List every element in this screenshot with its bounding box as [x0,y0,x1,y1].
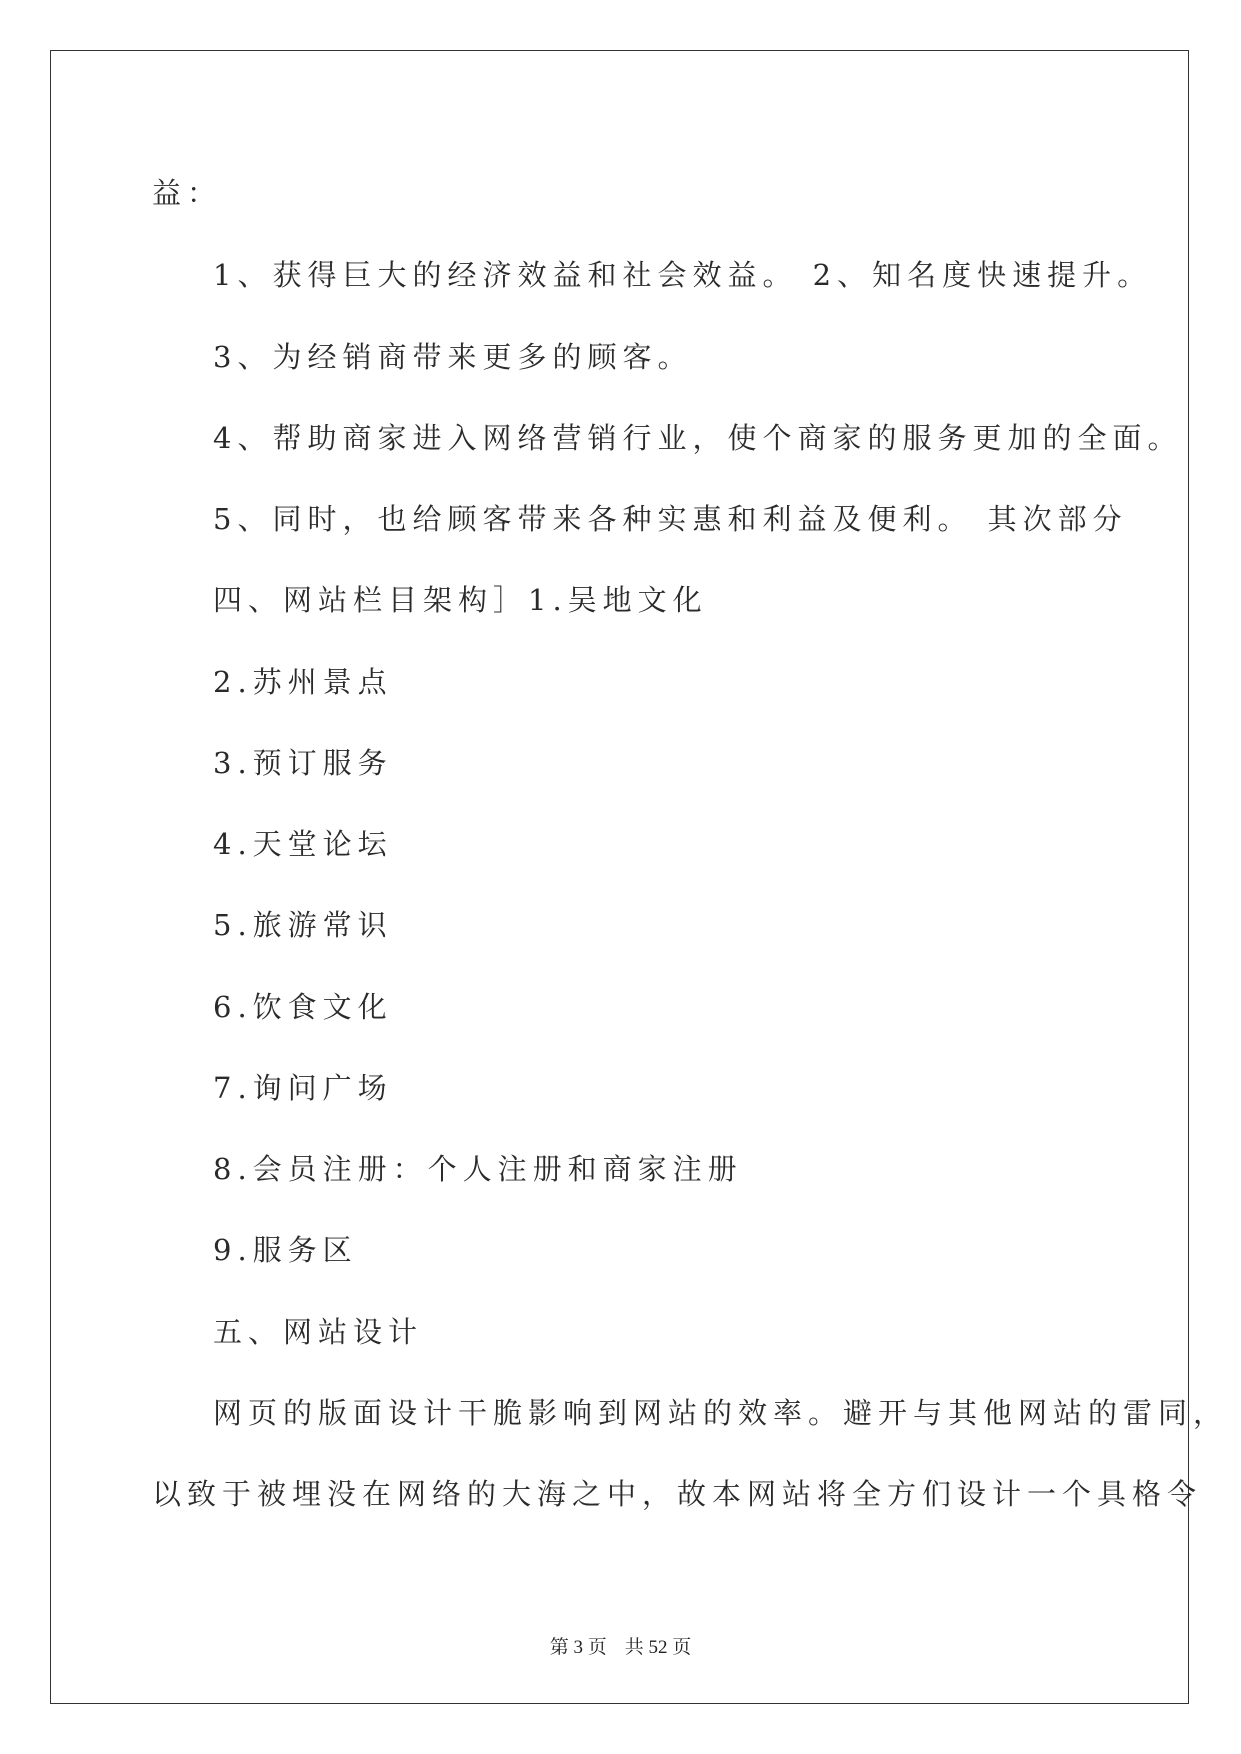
paragraph-line-1: 网页的版面设计干脆影响到网站的效率。避开与其他网站的雷同， [213,1396,1229,1430]
column-item-6: 6.饮食文化 [213,990,393,1024]
page-footer [0,1632,1241,1659]
page-number: 第 3 页 [549,1637,607,1658]
column-item-7: 7.询问广场 [213,1071,393,1105]
text-line-continuation: 益： [152,176,223,210]
page-total: 共 52 页 [624,1637,692,1658]
paragraph-line-2: 以致于被埋没在网络的大海之中，故本网站将全方们设计一个具格令 [152,1477,1203,1511]
benefit-item-1-2: 1、获得巨大的经济效益和社会效益。 2、知名度快速提升。 [213,258,1153,292]
page-border [50,50,1189,1704]
benefit-item-5: 5、同时，也给顾客带来各种实惠和利益及便利。 其次部分 [213,502,1128,536]
column-item-3: 3.预订服务 [213,746,393,780]
column-item-2: 2.苏州景点 [213,665,393,699]
column-item-9: 9.服务区 [213,1233,358,1267]
benefit-item-4: 4、帮助商家进入网络营销行业，使个商家的服务更加的全面。 [213,421,1183,455]
column-item-5: 5.旅游常识 [213,908,393,942]
section-heading-design: 五、网站设计 [213,1315,424,1349]
section-heading-structure: 四、网站栏目架构］1.吴地文化 [213,583,708,617]
column-item-8: 8.会员注册：个人注册和商家注册 [213,1152,743,1186]
benefit-item-3: 3、为经销商带来更多的顾客。 [213,340,693,374]
column-item-4: 4.天堂论坛 [213,827,393,861]
